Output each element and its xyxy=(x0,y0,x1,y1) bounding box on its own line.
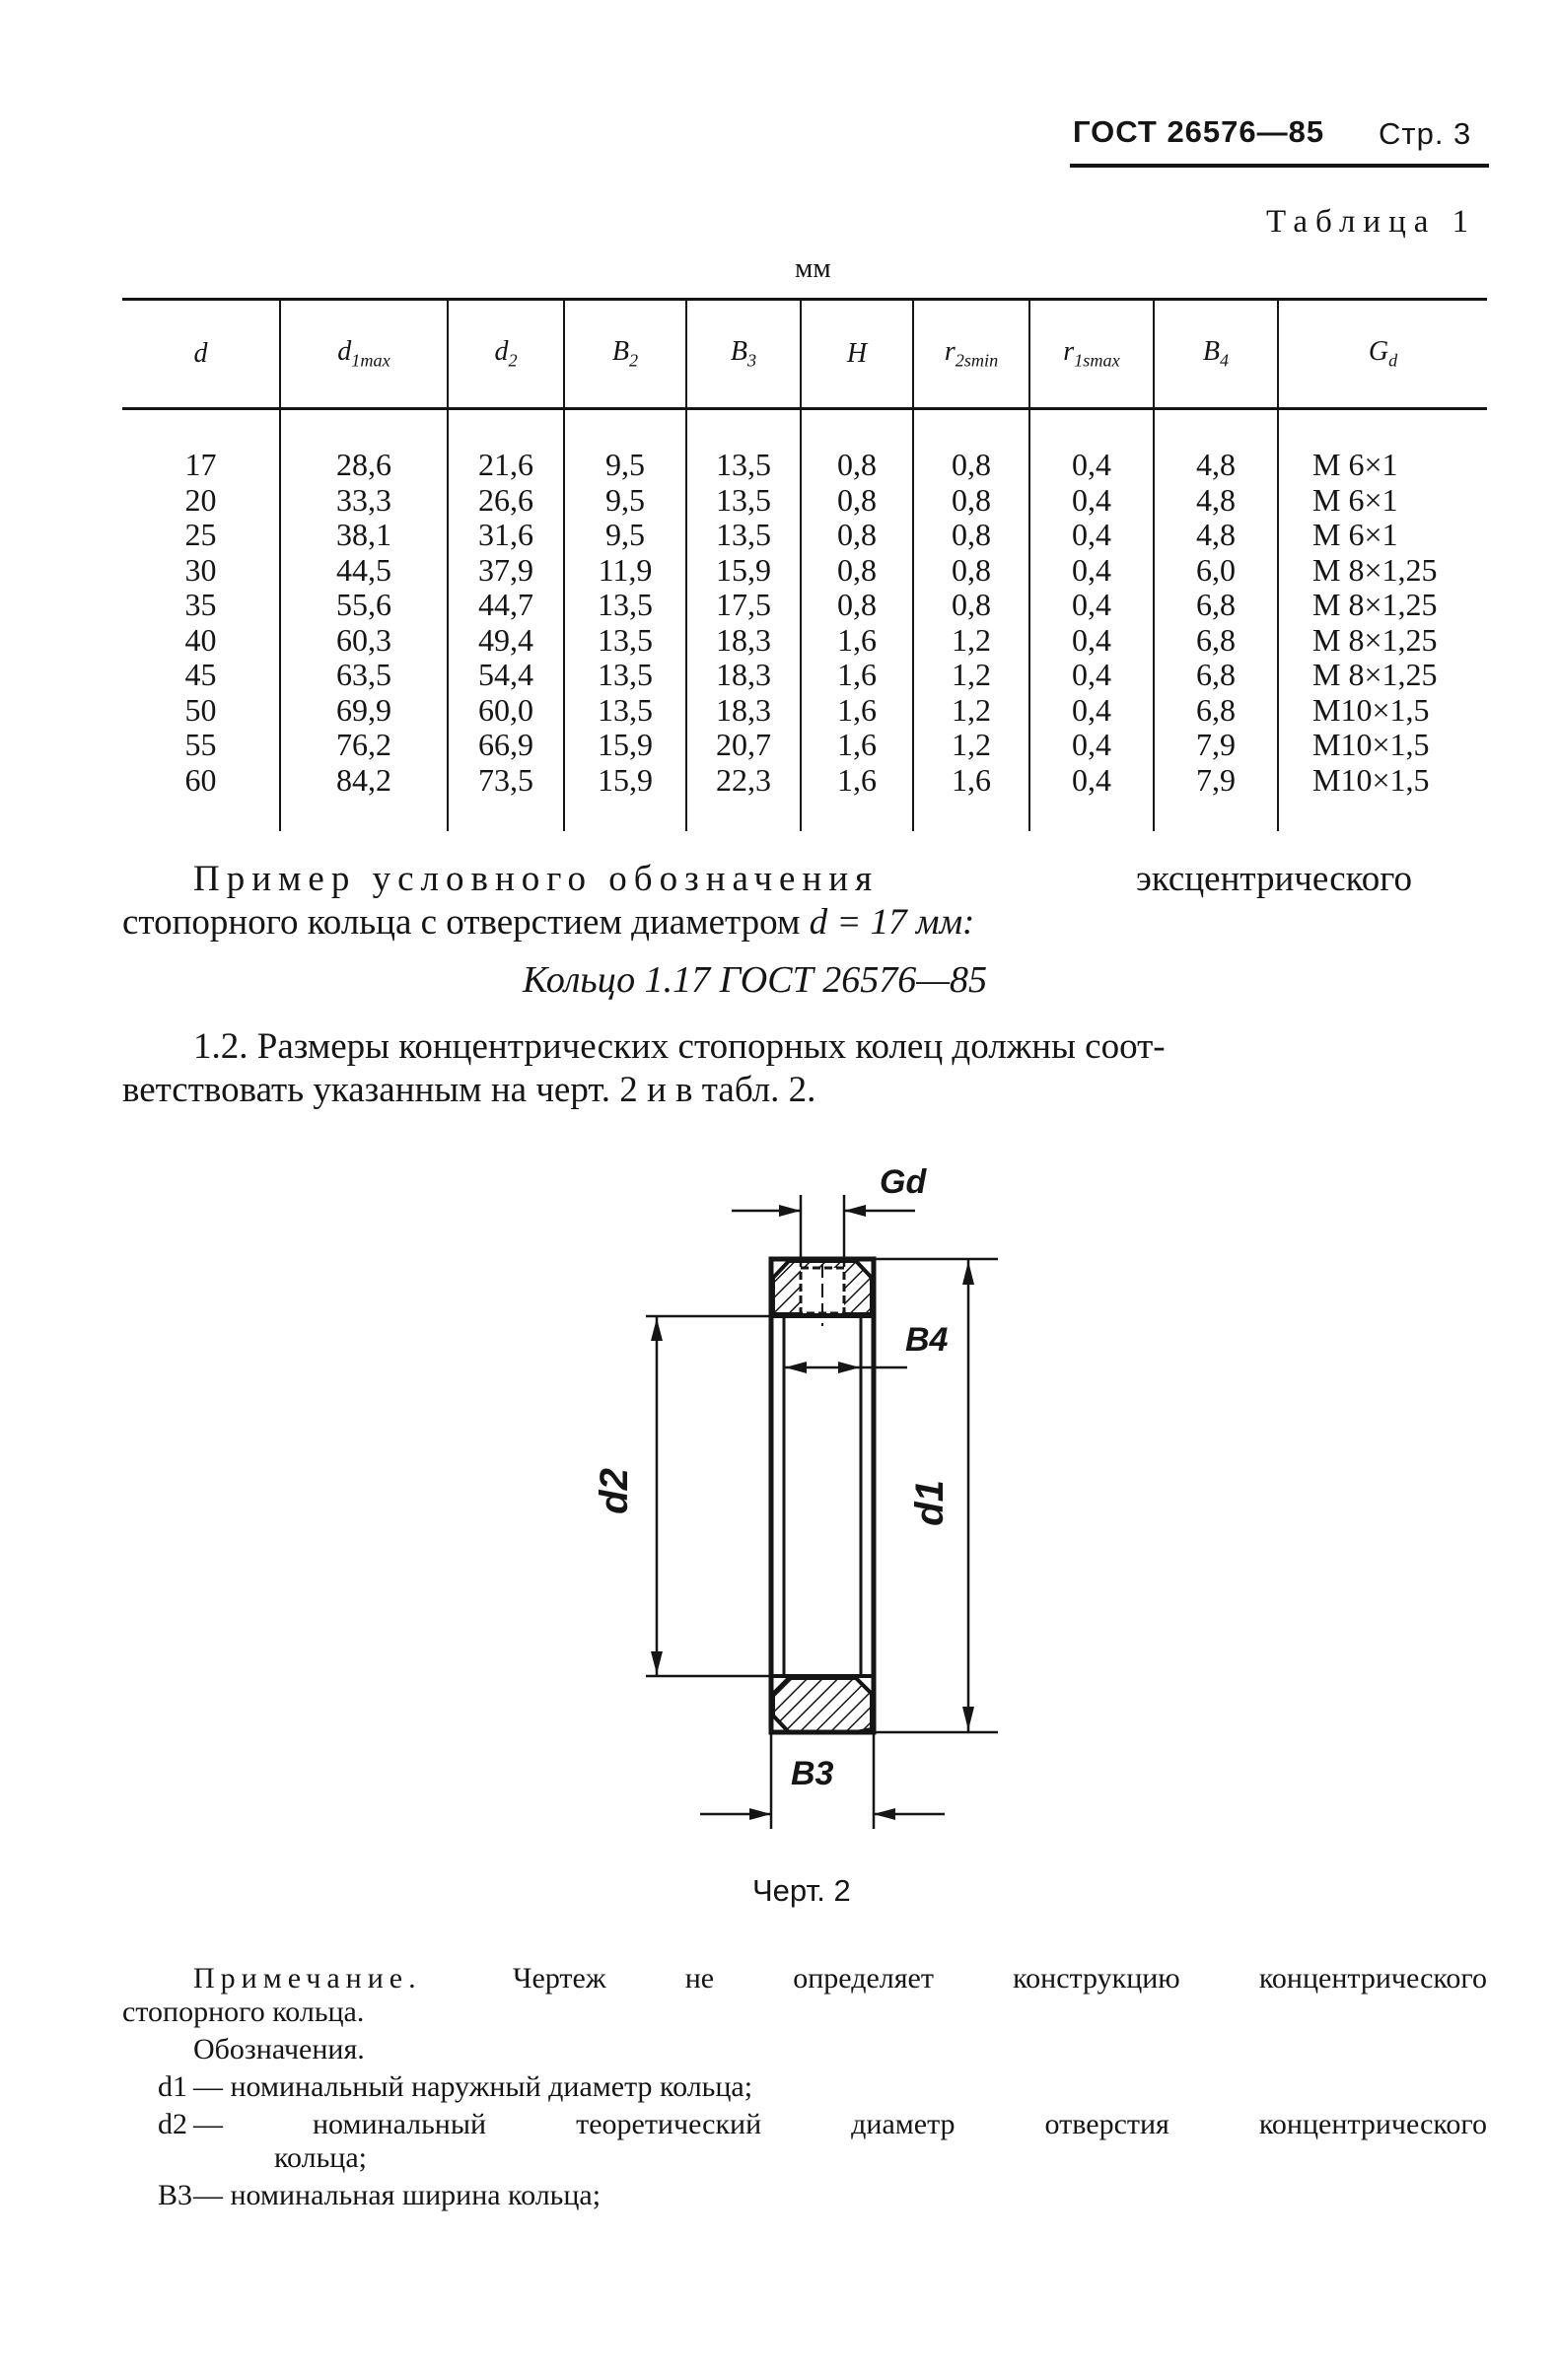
table-cell: 0,4 xyxy=(1072,551,1111,588)
table-cell: 26,6 xyxy=(478,481,533,518)
table-cell: 38,1 xyxy=(336,517,391,552)
table-cell: 13,5 xyxy=(598,691,653,728)
table-cell: 66,9 xyxy=(478,727,533,762)
table-cell: 55,6 xyxy=(336,587,391,622)
table-cell: 45 xyxy=(184,657,217,692)
table-cell: 0,4 xyxy=(1072,657,1111,692)
table-cell: 1,6 xyxy=(837,727,877,762)
table-cell: 6,8 xyxy=(1196,587,1236,622)
table-cell: 69,9 xyxy=(336,691,391,728)
col-header-gd: $G_d$ xyxy=(1278,300,1487,409)
table-cell: 1,6 xyxy=(837,621,877,658)
table-cell: 15,9 xyxy=(598,761,653,798)
table-cell: 4,8 xyxy=(1196,447,1236,482)
col-header-d2: $d_2$ xyxy=(448,300,564,409)
table-cell: М 6×1 xyxy=(1312,481,1398,518)
table-cell: М 8×1,25 xyxy=(1312,621,1438,658)
table-unit: мм xyxy=(795,252,831,284)
table-cell: 9,5 xyxy=(605,481,645,518)
gd-label: Gd xyxy=(880,1163,927,1201)
def-symbol-b3: B3 xyxy=(158,2179,193,2211)
d2-label: d2 xyxy=(592,1468,636,1514)
table-cell: 76,2 xyxy=(336,727,391,762)
table-cell: 6,8 xyxy=(1196,657,1236,692)
col-header-r1smax: $r_{1smax}$ xyxy=(1029,300,1154,409)
gd-dimension xyxy=(732,1195,915,1267)
col-header-d: d xyxy=(122,300,280,409)
col-header-d1max: $d_{1max}$ xyxy=(280,300,448,409)
section-line-2: ветствовать указанным на черт. 2 и в табл. 2. xyxy=(122,1070,816,1110)
example-formula: d = 17 мм: xyxy=(809,902,975,943)
table-cell: 6,0 xyxy=(1196,551,1236,588)
table-cell: 0,4 xyxy=(1072,517,1111,552)
note-word: Примечание. xyxy=(193,1962,422,1995)
table-cell: 44,5 xyxy=(336,551,391,588)
table-cell: 1,6 xyxy=(837,761,877,798)
note-line-1 xyxy=(193,1962,422,1995)
table-cell: 17 xyxy=(184,447,217,482)
table-cell: 28,6 xyxy=(336,447,391,482)
table-cell: 7,9 xyxy=(1196,761,1236,798)
col-header-b2: $B_2$ xyxy=(564,300,686,409)
section-line-1: 1.2. Размеры концентрических стопорных колец должны соот- xyxy=(193,1026,1166,1067)
table-cell: 0,8 xyxy=(837,447,877,482)
table-cell: 25 xyxy=(184,517,217,552)
table-cell: 50 xyxy=(184,691,217,728)
note-line-1-rest: Чертеж не определяет конструкцию концентрического xyxy=(513,1962,1487,1995)
table-cell: 0,8 xyxy=(837,551,877,588)
table-cell: 0,4 xyxy=(1072,621,1111,658)
table-cell: 0,4 xyxy=(1072,691,1111,728)
table-cell: 0,4 xyxy=(1072,447,1111,482)
table-cell: 15,9 xyxy=(598,727,653,762)
col-header-r2smin: $r_{2smin}$ xyxy=(913,300,1029,409)
example-designation: Кольцо 1.17 ГОСТ 26576—85 xyxy=(523,959,987,1001)
def-text-b3: — номинальная ширина кольца; xyxy=(193,2179,602,2211)
table-cell: 1,6 xyxy=(952,761,991,798)
table-cell: 0,8 xyxy=(952,551,991,588)
table-cell: М 8×1,25 xyxy=(1312,551,1438,588)
example-lead: Пример условного обозначения xyxy=(193,859,880,899)
table-cell: М10×1,5 xyxy=(1312,691,1430,728)
table-cell: 0,8 xyxy=(837,481,877,518)
table-cell: М 6×1 xyxy=(1312,447,1398,482)
table-cell: 0,8 xyxy=(837,517,877,552)
table-cell: 60,3 xyxy=(336,621,391,658)
table-cell: 4,8 xyxy=(1196,517,1236,552)
table-cell: 60,0 xyxy=(478,691,533,728)
table-cell: 0,4 xyxy=(1072,761,1111,798)
table-cell: 13,5 xyxy=(716,517,771,552)
table-cell: 49,4 xyxy=(478,621,533,658)
table-cell: М 8×1,25 xyxy=(1312,657,1438,692)
b4-dimension xyxy=(784,1316,907,1380)
bottom-section xyxy=(773,1678,872,1732)
table-cell: М10×1,5 xyxy=(1312,761,1430,798)
table-label: Таблица 1 xyxy=(1266,204,1477,240)
table-cell: 33,3 xyxy=(336,481,391,518)
table-cell: 0,8 xyxy=(952,447,991,482)
table-cell: 13,5 xyxy=(598,587,653,622)
table-cell: 0,8 xyxy=(952,517,991,552)
example-line-2-text: стопорного кольца с отверстием диаметром xyxy=(122,902,801,943)
table-cell: 18,3 xyxy=(716,621,771,658)
def-text-d2: — номинальный теоретический диаметр отверстия концентрического xyxy=(193,2108,1487,2140)
table-cell: 6,8 xyxy=(1196,621,1236,658)
table-cell: 54,4 xyxy=(478,657,533,692)
table-cell: М 6×1 xyxy=(1312,517,1398,552)
table-cell: 1,2 xyxy=(952,657,991,692)
table-cell: 1,6 xyxy=(837,691,877,728)
table-cell: 7,9 xyxy=(1196,727,1236,762)
table-cell: 20 xyxy=(184,481,217,518)
table-cell: 18,3 xyxy=(716,691,771,728)
table-cell: 13,5 xyxy=(598,657,653,692)
table-cell: 9,5 xyxy=(605,447,645,482)
table-cell: 9,5 xyxy=(605,517,645,552)
table-cell: 20,7 xyxy=(716,727,771,762)
notation-heading: Обозначения. xyxy=(193,2033,365,2065)
table-cell: 13,5 xyxy=(598,621,653,658)
table-cell: 40 xyxy=(184,621,217,658)
table-cell: 17,5 xyxy=(716,587,771,622)
table-cell: 1,2 xyxy=(952,727,991,762)
table-cell: 1,6 xyxy=(837,657,877,692)
def-symbol-d1: d1 xyxy=(158,2070,187,2103)
table-cell: 13,5 xyxy=(716,481,771,518)
b4-label: B4 xyxy=(905,1321,949,1359)
table-cell: 11,9 xyxy=(598,551,653,588)
table-cell: 1,2 xyxy=(952,621,991,658)
d2-dimension xyxy=(646,1316,771,1676)
d1-label: d1 xyxy=(907,1480,952,1526)
table-cell: 0,4 xyxy=(1072,481,1111,518)
table-cell: 21,6 xyxy=(478,447,533,482)
def-text-d2-cont: кольца; xyxy=(274,2141,368,2174)
table-cell: 0,8 xyxy=(952,587,991,622)
table-cell: 18,3 xyxy=(716,657,771,692)
note-line-2: стопорного кольца. xyxy=(122,1995,365,2028)
table-cell: 22,3 xyxy=(716,761,771,798)
table-cell: 35 xyxy=(184,587,217,622)
table-cell: 4,8 xyxy=(1196,481,1236,518)
table-cell: 0,8 xyxy=(952,481,991,518)
table-cell: 6,8 xyxy=(1196,691,1236,728)
table-cell: 60 xyxy=(184,761,217,798)
ring-section xyxy=(771,1259,874,1732)
figure-caption: Черт. 2 xyxy=(752,1873,851,1908)
table-cell: 0,8 xyxy=(837,587,877,622)
standard-number: ГОСТ 26576—85 xyxy=(1073,114,1325,149)
table-cell: 31,6 xyxy=(478,517,533,552)
def-text-d1: — номинальный наружный диаметр кольца; xyxy=(193,2070,753,2103)
col-header-b4: $B_4$ xyxy=(1154,300,1278,409)
table-cell: 13,5 xyxy=(716,447,771,482)
table-cell: М 8×1,25 xyxy=(1312,587,1438,622)
table-cell: 63,5 xyxy=(336,657,391,692)
table-cell: 44,7 xyxy=(478,587,533,622)
table-cell: 73,5 xyxy=(478,761,533,798)
def-symbol-d2: d2 xyxy=(158,2108,187,2140)
table-cell: 84,2 xyxy=(336,761,391,798)
table-cell: 55 xyxy=(184,727,217,762)
col-header-h: H xyxy=(801,300,913,409)
page-number: Стр. 3 xyxy=(1379,116,1472,151)
table-cell: 37,9 xyxy=(478,551,533,588)
table-cell: 15,9 xyxy=(716,551,771,588)
b3-label: B3 xyxy=(791,1755,834,1792)
col-header-b3: $B_3$ xyxy=(686,300,801,409)
table-cell: 0,4 xyxy=(1072,727,1111,762)
table-cell: 1,2 xyxy=(952,691,991,728)
table-cell: М10×1,5 xyxy=(1312,727,1430,762)
example-line-1-rest: эксцентрического xyxy=(1136,859,1413,899)
table-cell: 0,4 xyxy=(1072,587,1111,622)
table-cell: 30 xyxy=(184,551,217,588)
